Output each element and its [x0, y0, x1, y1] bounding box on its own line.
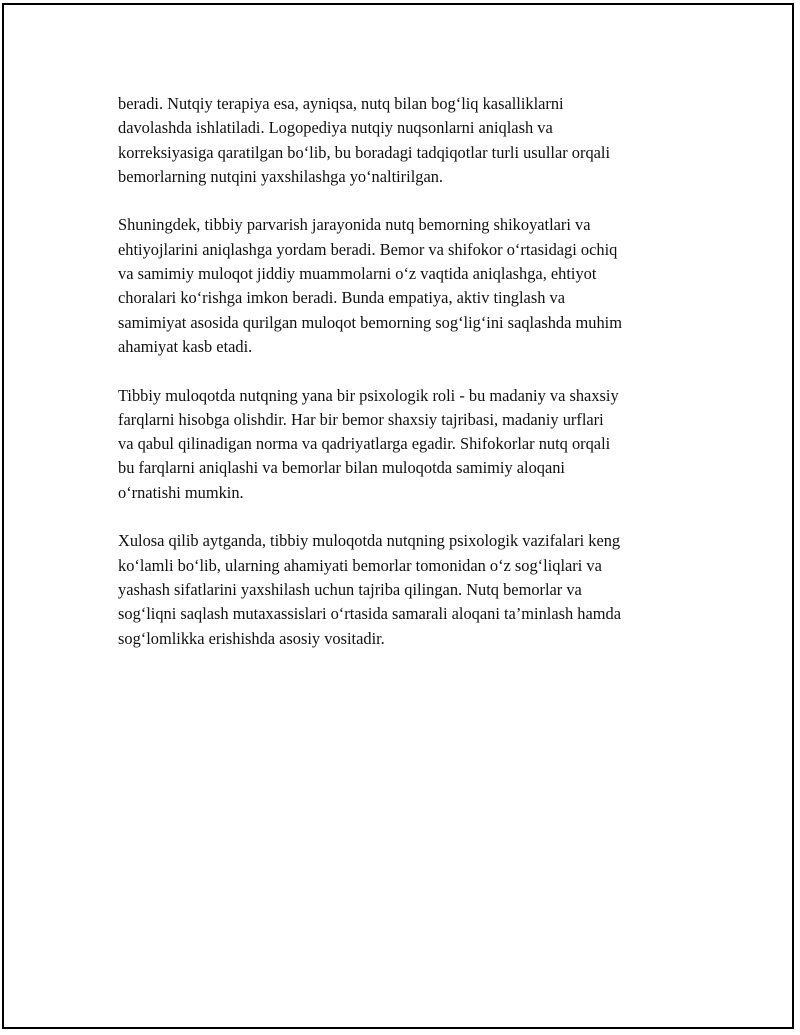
- text-line: choralari ko‘rishga imkon beradi. Bunda empatiya, aktiv tinglash va: [118, 288, 565, 308]
- text-line: ko‘lamli bo‘lib, ularning ahamiyati bemorlar tomonidan o‘z sog‘liqlari va: [118, 555, 602, 575]
- text-line: farqlarni hisobga olishdir. Har bir bemor shaxsiy tajribasi, madaniy urflari: [118, 409, 604, 429]
- paragraph: [118, 92, 688, 189]
- text-line: ehtiyojlarini aniqlashga yordam beradi. Bemor va shifokor o‘rtasidagi ochiq: [118, 239, 618, 259]
- paragraph: [118, 384, 688, 505]
- text-line: beradi. Nutqiy terapiya esa, ayniqsa, nutq bilan bog‘liq kasalliklarni: [118, 94, 564, 113]
- text-line: davolashda ishlatiladi. Logopediya nutqiy nuqsonlarni aniqlash va: [118, 118, 553, 138]
- paragraph: [118, 213, 688, 359]
- text-line: sog‘lomlikka erishishda asosiy vositadir.: [118, 628, 385, 648]
- text-line: va qabul qilinadigan norma va qadriyatlarga egadir. Shifokorlar nutq orqali: [118, 434, 611, 454]
- text-line: ahamiyat kasb etadi.: [118, 336, 253, 356]
- text-line: korreksiyasiga qaratilgan bo‘lib, bu boradagi tadqiqotlar turli usullar orqali: [118, 142, 611, 162]
- text-line: sog‘liqni saqlash mutaxassislari o‘rtasida samarali aloqani ta’minlash hamda: [118, 604, 621, 624]
- text-line: Xulosa qilib aytganda, tibbiy muloqotda nutqning psixologik vazifalari keng: [118, 531, 621, 551]
- text-line: yashash sifatlarini yaxshilash uchun tajriba qilingan. Nutq bemorlar va: [118, 579, 582, 599]
- text-line: Tibbiy muloqotda nutqning yana bir psixologik roli - bu madaniy va shaxsiy: [118, 385, 619, 405]
- text-line: va samimiy muloqot jiddiy muammolarni o‘z vaqtida aniqlashga, ehtiyot: [118, 264, 597, 284]
- text-line: o‘rnatishi mumkin.: [118, 482, 244, 502]
- text-line: bu farqlarni aniqlashi va bemorlar bilan muloqotda samimiy aloqani: [118, 458, 565, 478]
- document-body: [118, 92, 688, 675]
- text-line: Shuningdek, tibbiy parvarish jarayonida nutq bemorning shikoyatlari va: [118, 215, 591, 235]
- text-line: bemorlarning nutqini yaxshilashga yo‘naltirilgan.: [118, 166, 444, 186]
- paragraph: [118, 529, 688, 650]
- text-line: samimiyat asosida qurilgan muloqot bemorning sog‘lig‘ini saqlashda muhim: [118, 312, 622, 332]
